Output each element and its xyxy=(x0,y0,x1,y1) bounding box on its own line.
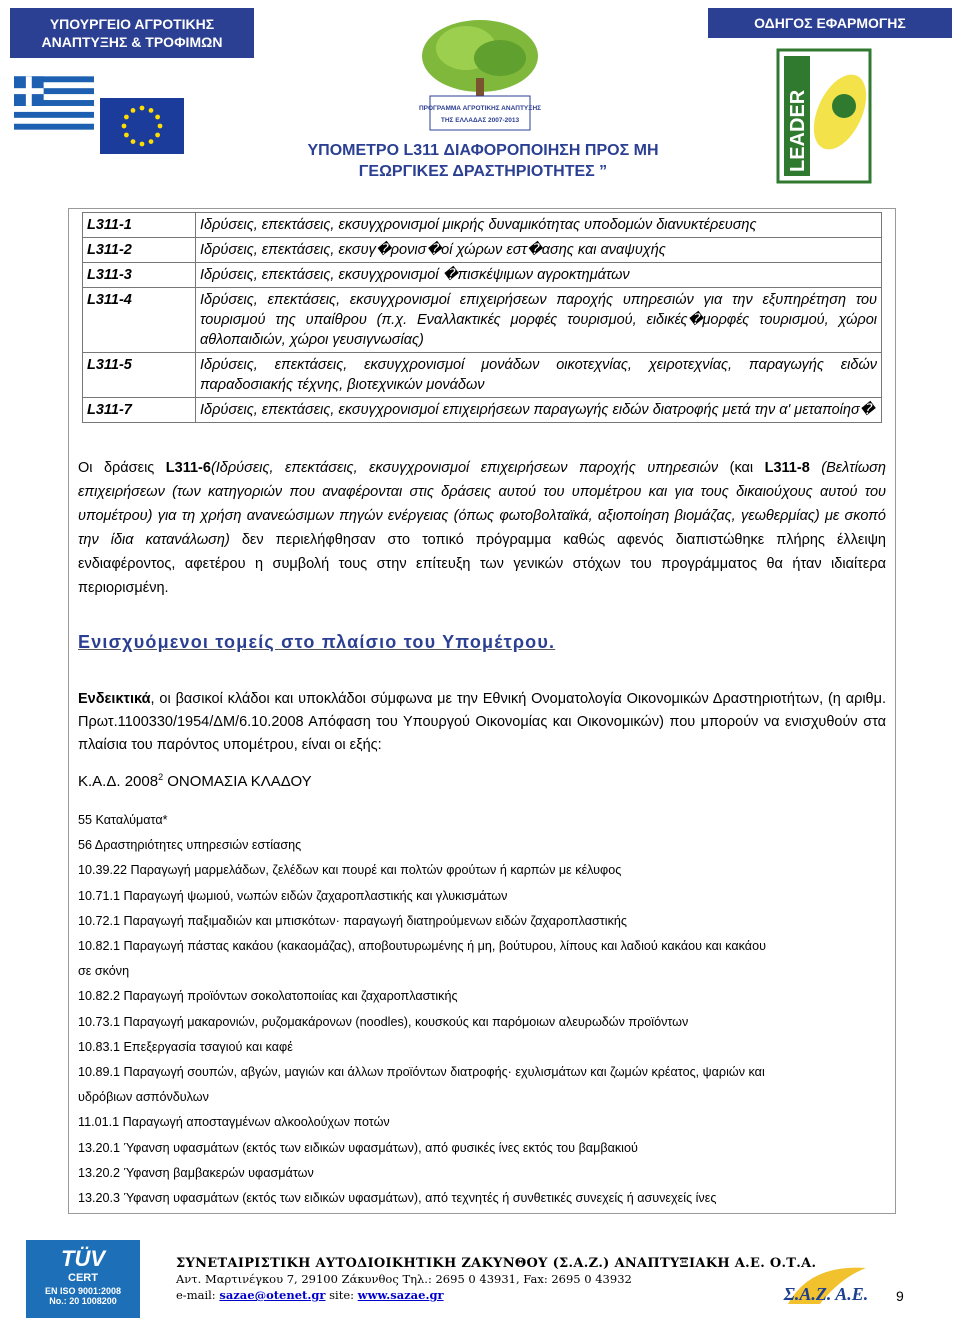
page-title xyxy=(252,140,714,182)
para-italic: (Ιδρύσεις, επεκτάσεις, εκσυγχρονισμοί επιχειρήσεων παροχής υπηρεσιών xyxy=(210,460,719,476)
guide-banner: ΟΔΗΓΟΣ ΕΦΑΡΜΟΓΗΣ xyxy=(708,8,952,38)
tuv-cert-logo xyxy=(26,1240,140,1318)
page-number: 9 xyxy=(896,1288,904,1304)
kad-heading-right: ΟΝΟΜΑΣΙΑ ΚΛΑΔΟΥ xyxy=(163,773,312,790)
iso-standard: EN ISO 9001:2008 xyxy=(44,1286,122,1296)
site-link[interactable]: www.sazae.gr xyxy=(357,1288,444,1302)
para-text: (και xyxy=(718,460,765,476)
table-row xyxy=(83,353,882,398)
list-item: 10.82.1 Παραγωγή πάστας κακάου (κακαομάζας), αποβουτυρωμένης ή μη, βούτυρου, λίπους και λαδιού κακάου και κακάου xyxy=(78,939,766,954)
list-item: 10.73.1 Παραγωγή μακαρονιών, ρυζομακάρονων (noodles), κουσκούς και παρόμοιων αλευρωδών προϊόντων xyxy=(78,1014,689,1029)
para-text: δεν περιελήφθησαν στο τοπικό πρόγραμμα καθώς αφενός διαπιστώθηκε πλήρης έλλειψη ενδιαφέροντος, αφετέρου η συμβολή τους στην επίτευξη των γενικών στόχων του προγράμματος θα ήταν ιδιαίτερα περιορισμένη. xyxy=(78,532,886,596)
list-item: 55 Καταλύματα* xyxy=(78,813,168,827)
program-logo-text-2: ΤΗΣ ΕΛΛΑΔΑΣ 2007-2013 xyxy=(440,117,520,124)
measure-code: L311-5 xyxy=(83,353,196,398)
footer-address: Αντ. Μαρτινέγκου 7, 29100 Ζάκυνθος Τηλ.: 2695 0 43931, Fax: 2695 0 43932 xyxy=(176,1272,632,1286)
greek-flag-icon xyxy=(14,76,94,130)
eu-flag-icon xyxy=(100,98,184,154)
list-item: 10.89.1 Παραγωγή σουπών, αβγών, μαγιών και άλλων προϊόντων διατροφής· εχυλισμάτων και ζωμών κρέατος, ψαριών και xyxy=(78,1065,765,1080)
measure-code: L311-1 xyxy=(83,213,196,238)
para-measure-code: L311-8 xyxy=(764,460,810,476)
ministry-line2: ΑΝΑΠΤΥΞΗΣ & ΤΡΟΦΙΜΩΝ xyxy=(41,34,223,50)
list-item: 10.72.1 Παραγωγή παξιμαδιών και μπισκότων· παραγωγή διατηρούμενων ειδών ζαχαροπλαστικής xyxy=(78,913,627,928)
page-title-line1: ΥΠΟΜΕΤΡΟ L311 ΔΙΑΦΟΡΟΠΟΙΗΣΗ ΠΡΟΣ ΜΗ xyxy=(307,142,659,159)
para-measure-code: L311-6 xyxy=(165,460,211,476)
list-item: 10.82.2 Παραγωγή προϊόντων σοκολατοποιίας και ζαχαροπλαστικής xyxy=(78,989,458,1004)
cert-number: No.: 20 1008200 xyxy=(49,1296,117,1306)
para-text: Οι δράσεις xyxy=(78,460,166,476)
table-row xyxy=(83,238,882,263)
list-item: 13.20.3 Ύφανση υφασμάτων (εκτός των ειδικών υφασμάτων), από τεχνητές ή συνθετικές συνεχείς ή ασυνεχείς ίνες xyxy=(78,1191,717,1206)
measure-desc: Ιδρύσεις, επεκτάσεις, εκσυγχρονισμοί �πισκέψιμων αγροκτημάτων xyxy=(196,263,882,288)
leader-logo xyxy=(776,48,872,184)
measure-desc: Ιδρύσεις, επεκτάσεις, εκσυγχρονισμοί μονάδων οικοτεχνίας, χειροτεχνίας, παραγωγής ειδών παραδοσιακής τέχνης, βιοτεχνικών μονάδων xyxy=(196,353,882,398)
list-item: 10.71.1 Παραγωγή ψωμιού, νωπών ειδών ζαχαροπλαστικής και γλυκισμάτων xyxy=(78,888,508,903)
kad-heading xyxy=(78,772,312,790)
footer-links xyxy=(176,1287,816,1303)
leader-logo-text: LEADER xyxy=(787,89,809,172)
ministry-banner xyxy=(10,8,254,58)
list-item: υδρόβιων ασπόνδυλων xyxy=(78,1090,209,1105)
list-item: 13.20.1 Ύφανση υφασμάτων (εκτός των ειδικών υφασμάτων), από φυσικές ίνες εκτός του βαμβακιού xyxy=(78,1140,638,1155)
para-italic: (Βελτίωση επιχειρήσεων (των κατηγοριών που αναφέρονται στις δράσεις αυτού του υπομέτρου και για τους δικαιούχους αυτού του υπομέτρου) για τη χρήση ανανεώσιμων πηγών ενέργειας (όπως φωτοβολταϊκά, αξιοποίηση βιομάζας, γεωθερμίας) με σκοπό την ίδια κατανάλωση) xyxy=(78,460,886,548)
table-row xyxy=(83,288,882,353)
kad-list xyxy=(78,808,890,1211)
measure-code: L311-2 xyxy=(83,238,196,263)
program-logo xyxy=(396,8,564,134)
kad-heading-left: Κ.Α.Δ. 2008 xyxy=(78,773,159,790)
measure-desc: Ιδρύσεις, επεκτάσεις, εκσυγχρονισμοί επιχειρήσεων παροχής υπηρεσιών για την εξυπηρέτηση του τουρισμού της υπαίθρου (π.χ. Εναλλακτικές μορφές τουρισμού, ειδικές�μορφές τουρισμού, χώροι αθλοπαιδιών, χώροι γευσιγνωσίας) xyxy=(196,288,882,353)
ministry-line1: ΥΠΟΥΡΓΕΙΟ ΑΓΡΟΤΙΚΗΣ xyxy=(49,16,215,32)
measure-desc: Ιδρύσεις, επεκτάσεις, εκσυγ�ρονισ�οί χώρων εστ�ασης και αναψυχής xyxy=(196,238,882,263)
list-item: 10.39.22 Παραγωγή μαρμελάδων, ζελέδων και πουρέ και πολτών φρούτων ή καρπών με κέλυφος xyxy=(78,863,622,878)
measure-code: L311-7 xyxy=(83,398,196,423)
list-item: 11.01.1 Παραγωγή αποσταγμένων αλκοολούχων ποτών xyxy=(78,1115,390,1130)
measure-code: L311-3 xyxy=(83,263,196,288)
email-label: e-mail: xyxy=(176,1288,220,1302)
list-item: σε σκόνη xyxy=(78,964,130,979)
page-title-line2: ΓΕΩΡΓΙΚΕΣ ΔΡΑΣΤΗΡΙΟΤΗΤΕΣ ” xyxy=(358,163,608,180)
table-row xyxy=(83,263,882,288)
list-item: 13.20.2 Ύφανση βαμβακερών υφασμάτων xyxy=(78,1165,314,1180)
list-item: 10.83.1 Επεξεργασία τσαγιού και καφέ xyxy=(78,1039,293,1054)
table-row xyxy=(83,213,882,238)
section-heading: Ενισχυόμενοι τομείς στο πλαίσιο του Υπομέτρου. xyxy=(78,632,556,652)
list-item: 56 Δραστηριότητες υπηρεσιών εστίασης xyxy=(78,838,302,853)
intro-paragraph xyxy=(78,688,886,757)
exclusion-paragraph xyxy=(78,456,886,600)
kad-footnote-mark: 2 xyxy=(158,772,164,782)
measure-desc: Ιδρύσεις, επεκτάσεις, εκσυγχρονισμοί επιχειρήσεων παραγωγής ειδών διατροφής μετά την α' μεταποίησ� xyxy=(196,398,882,423)
footer-company: ΣΥΝΕΤΑΙΡΙΣΤΙΚΗ ΑΥΤΟΔΙΟΙΚΗΤΙΚΗ ΖΑΚΥΝΘΟΥ (Σ.Α.Ζ.) ΑΝΑΠΤΥΞΙΑΚΗ Α.Ε. Ο.Τ.Α. xyxy=(176,1256,817,1271)
table-row xyxy=(83,398,882,423)
intro-text: , οι βασικοί κλάδοι και υποκλάδοι σύμφωνα με την Εθνική Ονοματολογία Οικονομικών Δραστηριοτήτων, (η αριθμ. Πρωτ.1100330/1954/ΔΜ/6.10.2008 Απόφαση του Υπουργού Οικονομίας και Οικονομικών) που μπορούν να ενισχυθούν στα πλαίσια του παρόντος υπομέτρου, είναι οι εξής: xyxy=(78,691,886,753)
tuv-name: TÜV xyxy=(61,1246,105,1271)
measures-table xyxy=(82,212,882,423)
intro-bold: Ενδεικτικά xyxy=(78,691,151,707)
email-link[interactable]: sazae@otenet.gr xyxy=(219,1288,326,1302)
saz-logo-text: Σ.Α.Ζ. Α.Ε. xyxy=(783,1284,869,1304)
measure-code: L311-4 xyxy=(83,288,196,353)
tuv-cert-label: CERT xyxy=(68,1272,98,1284)
footer-contact xyxy=(176,1256,816,1303)
program-logo-text-1: ΠΡΟΓΡΑΜΜΑ ΑΓΡΟΤΙΚΗΣ ΑΝΑΠΤΥΞΗΣ xyxy=(418,105,542,112)
measure-desc: Ιδρύσεις, επεκτάσεις, εκσυγχρονισμοί μικρής δυναμικότητας υποδομών διανυκτέρευσης xyxy=(196,213,882,238)
saz-logo xyxy=(780,1258,872,1316)
site-label: site: xyxy=(325,1288,358,1302)
